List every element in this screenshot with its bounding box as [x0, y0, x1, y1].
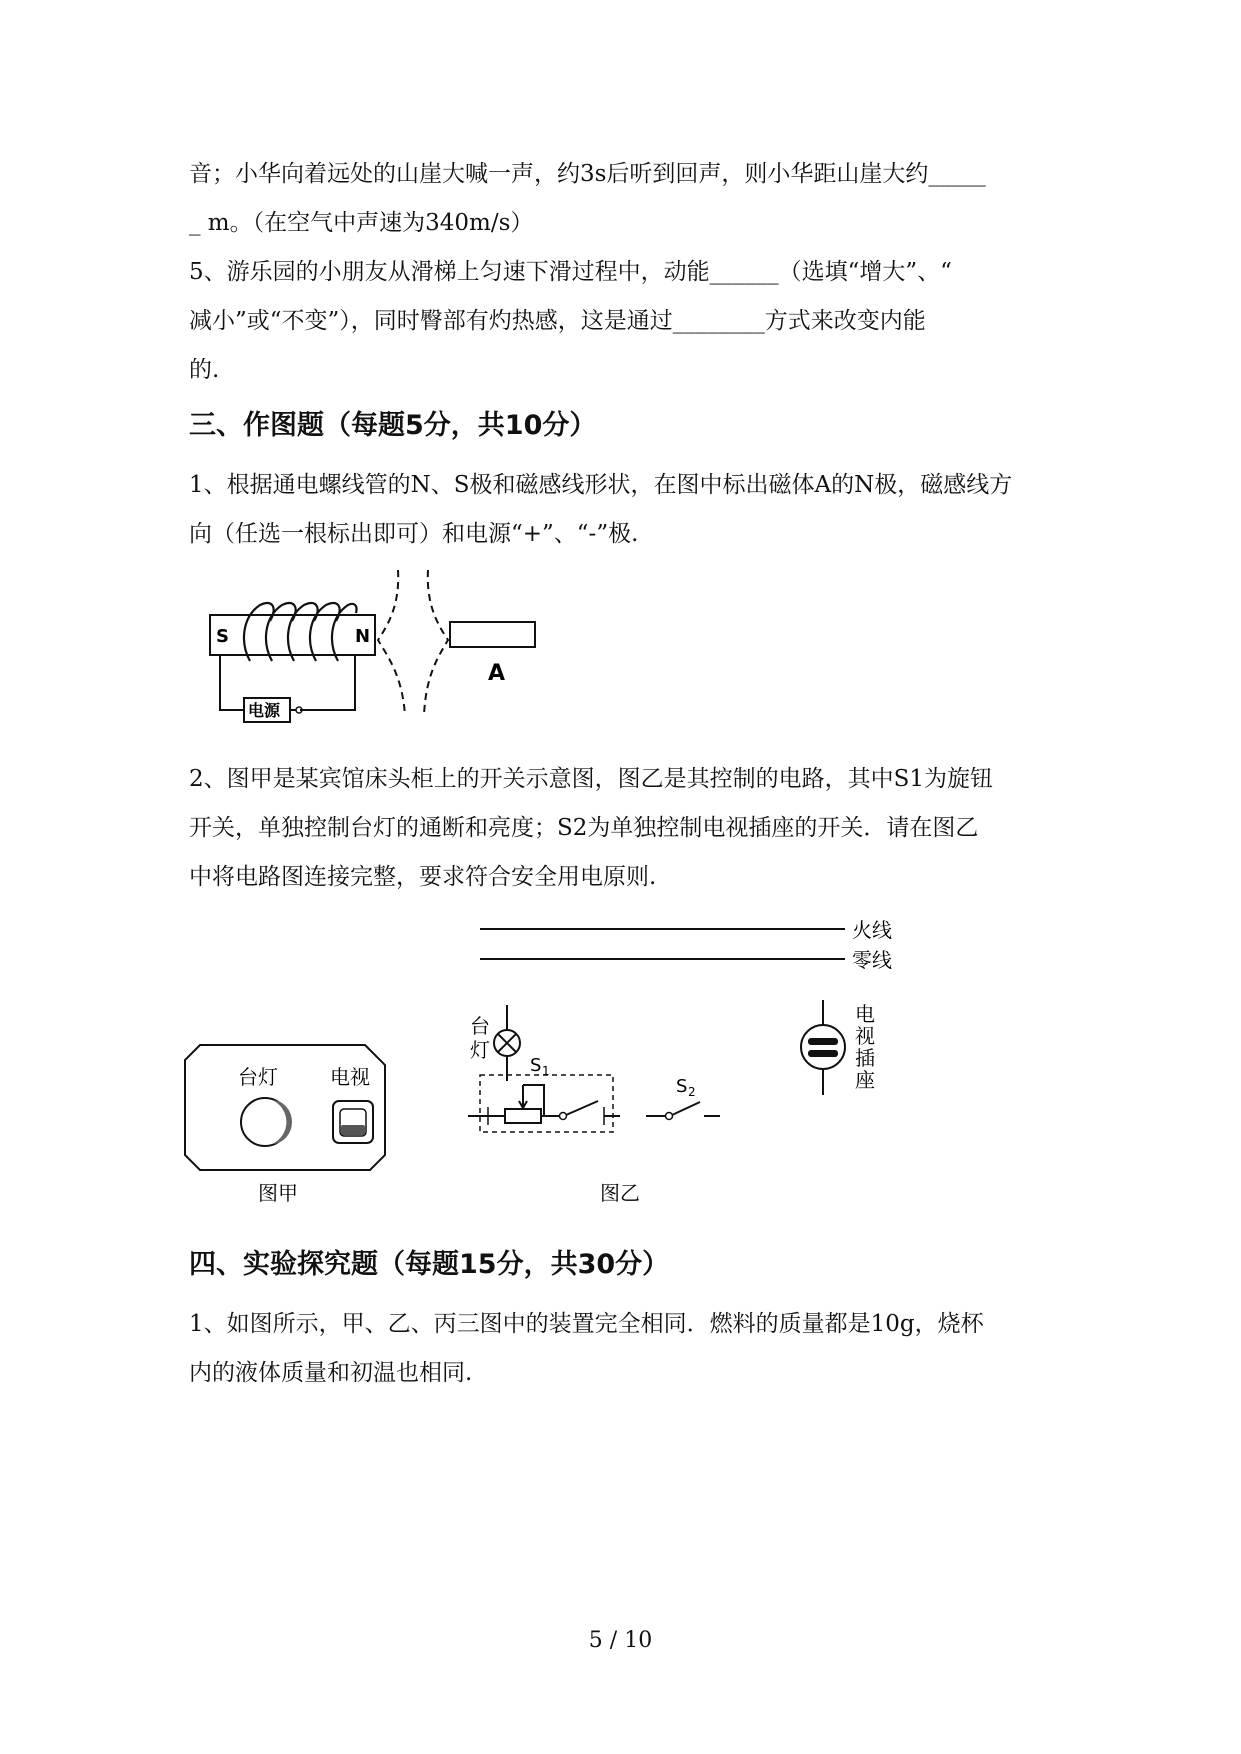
q4-line-1: 音；小华向着远处的山崖大喊一声，约3s后听到回声，则小华距山崖大约_____	[189, 161, 986, 187]
panel-lamp-label: 台灯	[238, 1065, 278, 1089]
s2-subscript: 2	[688, 1085, 696, 1099]
s2-blade	[672, 1102, 700, 1115]
solenoid-coil	[244, 603, 357, 661]
magnet-a-label: A	[488, 661, 506, 686]
pole-n-label: N	[355, 626, 371, 647]
rheostat-icon	[505, 1109, 541, 1123]
lamp-label-2: 灯	[470, 1038, 490, 1062]
circuit-figure	[180, 905, 920, 1225]
lamp-label-1: 台	[470, 1014, 490, 1038]
s4-q1-line-2: 内的液体质量和初温也相同.	[189, 1360, 473, 1386]
s3-q2-line-3: 中将电路图连接完整，要求符合安全用电原则.	[189, 864, 657, 890]
caption-fig-a: 图甲	[258, 1181, 298, 1205]
neutral-wire-label: 零线	[852, 948, 892, 972]
s1-subscript: 1	[542, 1064, 550, 1078]
s3-q2-line-2: 开关，单独控制台灯的通断和亮度；S2为单独控制电视插座的开关．请在图乙	[189, 815, 979, 841]
tv-label-3: 插	[855, 1046, 875, 1070]
page-number: 5 / 10	[588, 1628, 653, 1653]
tv-label-4: 座	[855, 1068, 875, 1092]
wire-left	[220, 655, 244, 710]
caption-fig-b: 图乙	[600, 1181, 640, 1205]
s4-q1-line-1: 1、如图所示，甲、乙、丙三图中的装置完全相同．燃料的质量都是10g，烧杯	[189, 1311, 984, 1337]
s2-pivot	[666, 1113, 673, 1120]
section3-heading: 三、作图题（每题5分，共10分）	[189, 410, 597, 441]
pole-s-label: S	[216, 626, 229, 647]
s3-q1-line-2: 向（任选一根标出即可）和电源“+”、“-”极.	[189, 521, 639, 547]
field-lines	[378, 570, 448, 715]
s1-pivot	[560, 1113, 567, 1120]
s3-q1-line-1: 1、根据通电螺线管的N、S极和磁感线形状，在图中标出磁体A的N极，磁感线方	[189, 472, 1013, 498]
section4-heading: 四、实验探究题（每题15分，共30分）	[189, 1249, 670, 1280]
q5-line-3: 的.	[189, 357, 220, 383]
live-wire-label: 火线	[852, 918, 892, 942]
panel-tv-label: 电视	[330, 1065, 370, 1089]
s1-label: S	[530, 1055, 542, 1076]
q4-line-2: _ m。（在空气中声速为340m/s）	[189, 210, 534, 236]
s2-label: S	[676, 1076, 688, 1097]
tv-socket-icon	[801, 1025, 845, 1069]
wire-right	[300, 655, 355, 710]
magnet-a	[450, 622, 535, 647]
tv-label-2: 视	[855, 1024, 875, 1048]
solenoid-figure	[200, 565, 560, 725]
tv-label-1: 电	[855, 1002, 875, 1026]
power-source-label: 电源	[248, 701, 281, 720]
s3-q2-line-1: 2、图甲是某宾馆床头柜上的开关示意图，图乙是其控制的电路，其中S1为旋钮	[189, 766, 994, 792]
q5-line-1: 5、游乐园的小朋友从滑梯上匀速下滑过程中，动能______（选填“增大”、“	[189, 259, 952, 285]
q5-line-2: 减小”或“不变”），同时臀部有灼热感，这是通过________方式来改变内能	[189, 308, 926, 334]
s1-blade	[566, 1101, 598, 1115]
